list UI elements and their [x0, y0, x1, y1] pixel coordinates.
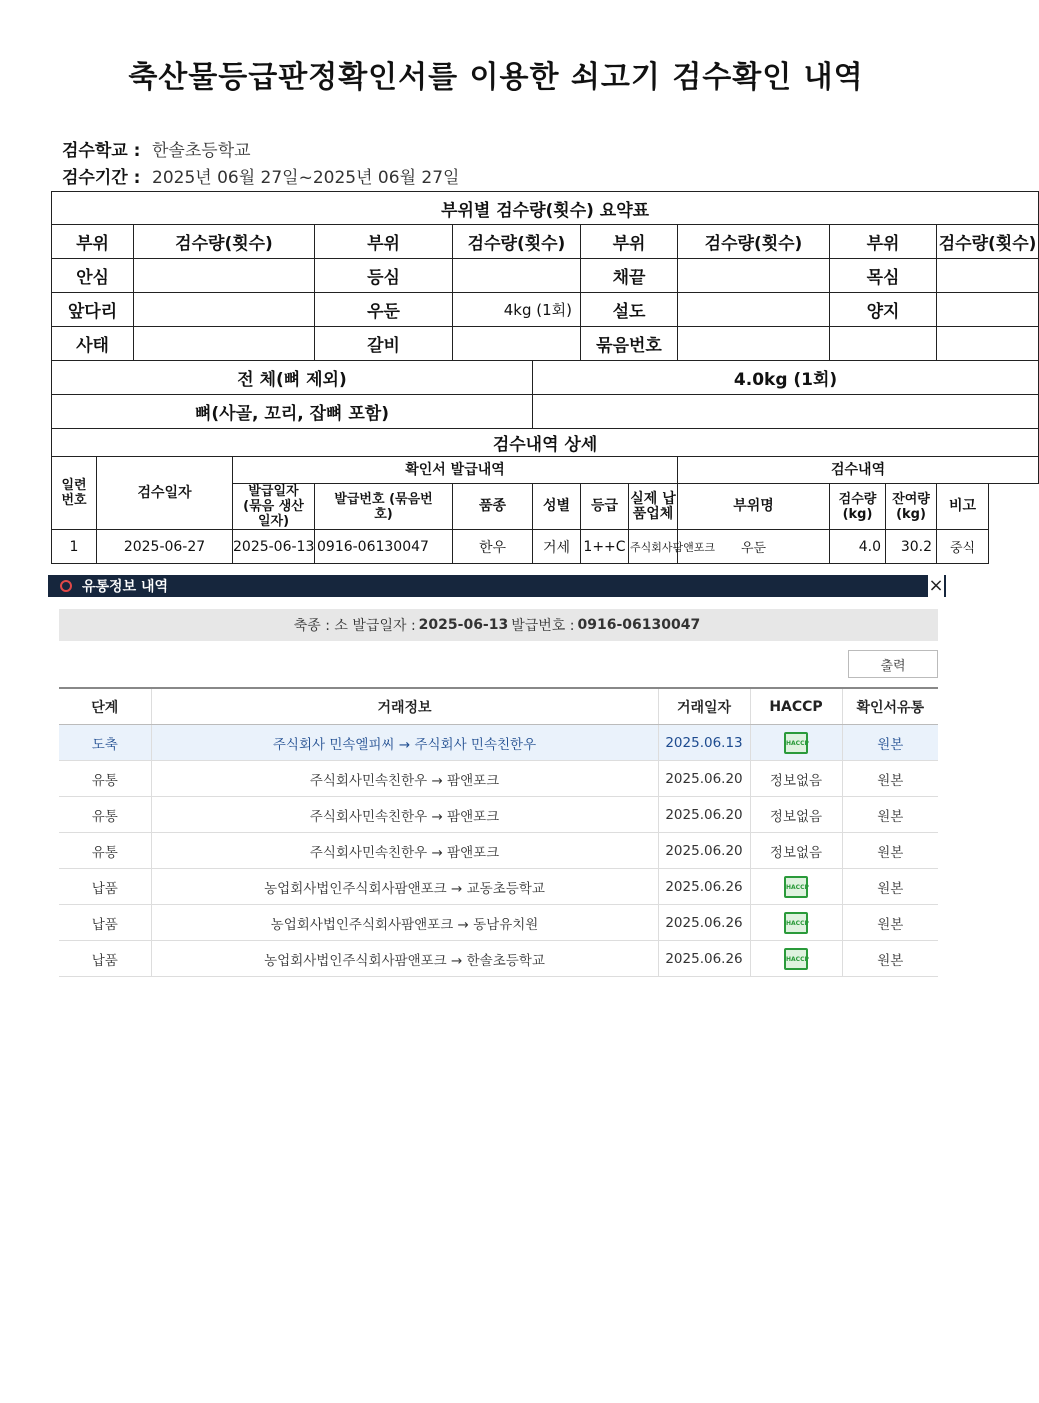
row-trade-info: 주식회사민속친한우 → 팜앤포크 [151, 833, 658, 869]
row-grade: 1++C [581, 530, 629, 564]
haccp-mark-icon: HACCP [784, 876, 808, 898]
row-trade-date: 2025.06.26 [658, 905, 750, 941]
header-note: 비고 [937, 484, 989, 530]
panel-header [48, 575, 946, 597]
part-amount [937, 293, 1039, 327]
header-issue-no: 발급번호 (묶음번호) [315, 484, 453, 530]
header-breed: 품종 [453, 484, 533, 530]
row-stage: 납품 [59, 869, 151, 905]
header-grade: 등급 [581, 484, 629, 530]
header-qty: 검수량 (kg) [830, 484, 886, 530]
print-button[interactable]: 출력 [848, 650, 938, 678]
header-inspect-date: 검수일자 [97, 457, 233, 530]
summary-mid: 발급번호 : [511, 618, 575, 634]
bone-value [533, 395, 1039, 429]
row-stage: 유통 [59, 833, 151, 869]
column-header: 거래정보 [151, 688, 658, 725]
header-inspect: 검수내역 [678, 457, 1039, 484]
header-part: 부위 [581, 225, 678, 259]
header-serial: 일련번호 [52, 457, 97, 530]
part-name: 목심 [830, 259, 937, 293]
row-qty: 4.0 [830, 530, 886, 564]
period-info [62, 163, 459, 188]
table-row[interactable] [59, 905, 938, 941]
row-cert-status: 원본 [842, 833, 938, 869]
header-part: 부위 [52, 225, 134, 259]
row-stage: 유통 [59, 797, 151, 833]
header-amount: 검수량(횟수) [134, 225, 315, 259]
row-stage: 납품 [59, 941, 151, 977]
row-inspect-date: 2025-06-27 [97, 530, 233, 564]
row-trade-info: 주식회사민속친한우 → 팜앤포크 [151, 761, 658, 797]
school-label: 검수학교 : [62, 141, 141, 161]
row-trade-date: 2025.06.20 [658, 797, 750, 833]
row-remain: 30.2 [886, 530, 937, 564]
app-logo-icon [60, 580, 72, 592]
table-row[interactable] [59, 941, 938, 977]
part-name: 우둔 [315, 293, 453, 327]
haccp-mark-icon: HACCP [784, 732, 808, 754]
bone-label: 뼈(사골, 꼬리, 잡뼈 포함) [52, 395, 533, 429]
row-sex: 거세 [533, 530, 581, 564]
part-amount [937, 327, 1039, 361]
close-icon[interactable]: × [928, 575, 944, 596]
row-haccp: 정보없음 [750, 833, 842, 869]
period-label: 검수기간 : [62, 168, 141, 188]
header-remain: 잔여량 (kg) [886, 484, 937, 530]
part-name: 묶음번호 [581, 327, 678, 361]
row-issue-date: 2025-06-13 [233, 530, 315, 564]
summary-prefix: 축종 : 소 발급일자 : [293, 618, 416, 634]
row-part-name: 우둔 [678, 530, 830, 564]
header-amount: 검수량(횟수) [678, 225, 830, 259]
summary-title: 부위별 검수량(횟수) 요약표 [52, 192, 1039, 225]
part-name: 양지 [830, 293, 937, 327]
header-amount: 검수량(횟수) [453, 225, 581, 259]
summary-issue-no: 0916-06130047 [577, 617, 701, 633]
row-trade-info: 주식회사 민속엘피씨 → 주식회사 민속친한우 [151, 725, 658, 761]
row-cert-status: 원본 [842, 941, 938, 977]
haccp-cell [750, 725, 842, 761]
part-amount [134, 293, 315, 327]
header-part: 부위 [830, 225, 937, 259]
header-cert: 확인서 발급내역 [233, 457, 678, 484]
part-amount: 4kg (1회) [453, 293, 581, 327]
header-supplier: 실제 납품업체 [629, 484, 678, 530]
summary-issue-date: 2025-06-13 [418, 617, 509, 633]
period-value: 2025년 06월 27일~2025년 06월 27일 [152, 168, 460, 188]
table-row[interactable] [59, 833, 938, 869]
part-amount [678, 293, 830, 327]
part-amount [453, 259, 581, 293]
row-supplier: 주식회사팜앤포크 [629, 530, 678, 564]
row-stage: 도축 [59, 725, 151, 761]
row-haccp: 정보없음 [750, 761, 842, 797]
header-sex: 성별 [533, 484, 581, 530]
part-amount [937, 259, 1039, 293]
row-haccp: 정보없음 [750, 797, 842, 833]
haccp-cell [750, 905, 842, 941]
header-part-name: 부위명 [678, 484, 830, 530]
header-part: 부위 [315, 225, 453, 259]
part-name: 설도 [581, 293, 678, 327]
row-trade-info: 농업회사법인주식회사팜앤포크 → 한솔초등학교 [151, 941, 658, 977]
column-header: 거래일자 [658, 688, 750, 725]
row-stage: 유통 [59, 761, 151, 797]
row-note: 중식 [937, 530, 989, 564]
distribution-table [59, 687, 938, 977]
panel-summary [59, 609, 938, 641]
row-trade-date: 2025.06.20 [658, 761, 750, 797]
column-header: 확인서유통 [842, 688, 938, 725]
header-issue-date: 발급일자 (묶음 생산일자) [233, 484, 315, 530]
row-trade-date: 2025.06.20 [658, 833, 750, 869]
part-amount [134, 259, 315, 293]
part-name: 갈비 [315, 327, 453, 361]
row-cert-status: 원본 [842, 905, 938, 941]
haccp-cell [750, 869, 842, 905]
detail-title: 검수내역 상세 [52, 429, 1039, 457]
total-label: 전 체(뼈 제외) [52, 361, 533, 395]
part-amount [678, 259, 830, 293]
haccp-mark-icon: HACCP [784, 912, 808, 934]
row-breed: 한우 [453, 530, 533, 564]
total-value: 4.0kg (1회) [533, 361, 1039, 395]
row-stage: 납품 [59, 905, 151, 941]
row-trade-date: 2025.06.26 [658, 941, 750, 977]
part-name: 앞다리 [52, 293, 134, 327]
row-serial: 1 [52, 530, 97, 564]
part-amount [134, 327, 315, 361]
header-amount: 검수량(횟수) [937, 225, 1039, 259]
part-amount [453, 327, 581, 361]
table-row[interactable] [59, 761, 938, 797]
table-row[interactable] [59, 797, 938, 833]
column-header: HACCP [750, 688, 842, 725]
column-header: 단계 [59, 688, 151, 725]
part-name: 등심 [315, 259, 453, 293]
panel-title: 유통정보 내역 [82, 579, 169, 595]
distribution-info-panel [48, 575, 946, 969]
part-amount [678, 327, 830, 361]
table-row[interactable] [59, 869, 938, 905]
page-title: 축산물등급판정확인서를 이용한 쇠고기 검수확인 내역 [128, 60, 864, 95]
row-cert-status: 원본 [842, 725, 938, 761]
row-trade-info: 농업회사법인주식회사팜앤포크 → 동남유치원 [151, 905, 658, 941]
inspection-table [51, 191, 1039, 564]
school-value: 한솔초등학교 [152, 141, 251, 161]
row-trade-info: 농업회사법인주식회사팜앤포크 → 교동초등학교 [151, 869, 658, 905]
row-issue-no: 0916-06130047 [315, 530, 453, 564]
row-trade-date: 2025.06.13 [658, 725, 750, 761]
row-cert-status: 원본 [842, 797, 938, 833]
row-cert-status: 원본 [842, 761, 938, 797]
table-row[interactable] [59, 725, 938, 761]
haccp-mark-icon: HACCP [784, 948, 808, 970]
row-cert-status: 원본 [842, 869, 938, 905]
part-name: 안심 [52, 259, 134, 293]
part-name [830, 327, 937, 361]
part-name: 채끝 [581, 259, 678, 293]
school-info [62, 136, 251, 161]
part-name: 사태 [52, 327, 134, 361]
haccp-cell [750, 941, 842, 977]
row-trade-info: 주식회사민속친한우 → 팜앤포크 [151, 797, 658, 833]
row-trade-date: 2025.06.26 [658, 869, 750, 905]
